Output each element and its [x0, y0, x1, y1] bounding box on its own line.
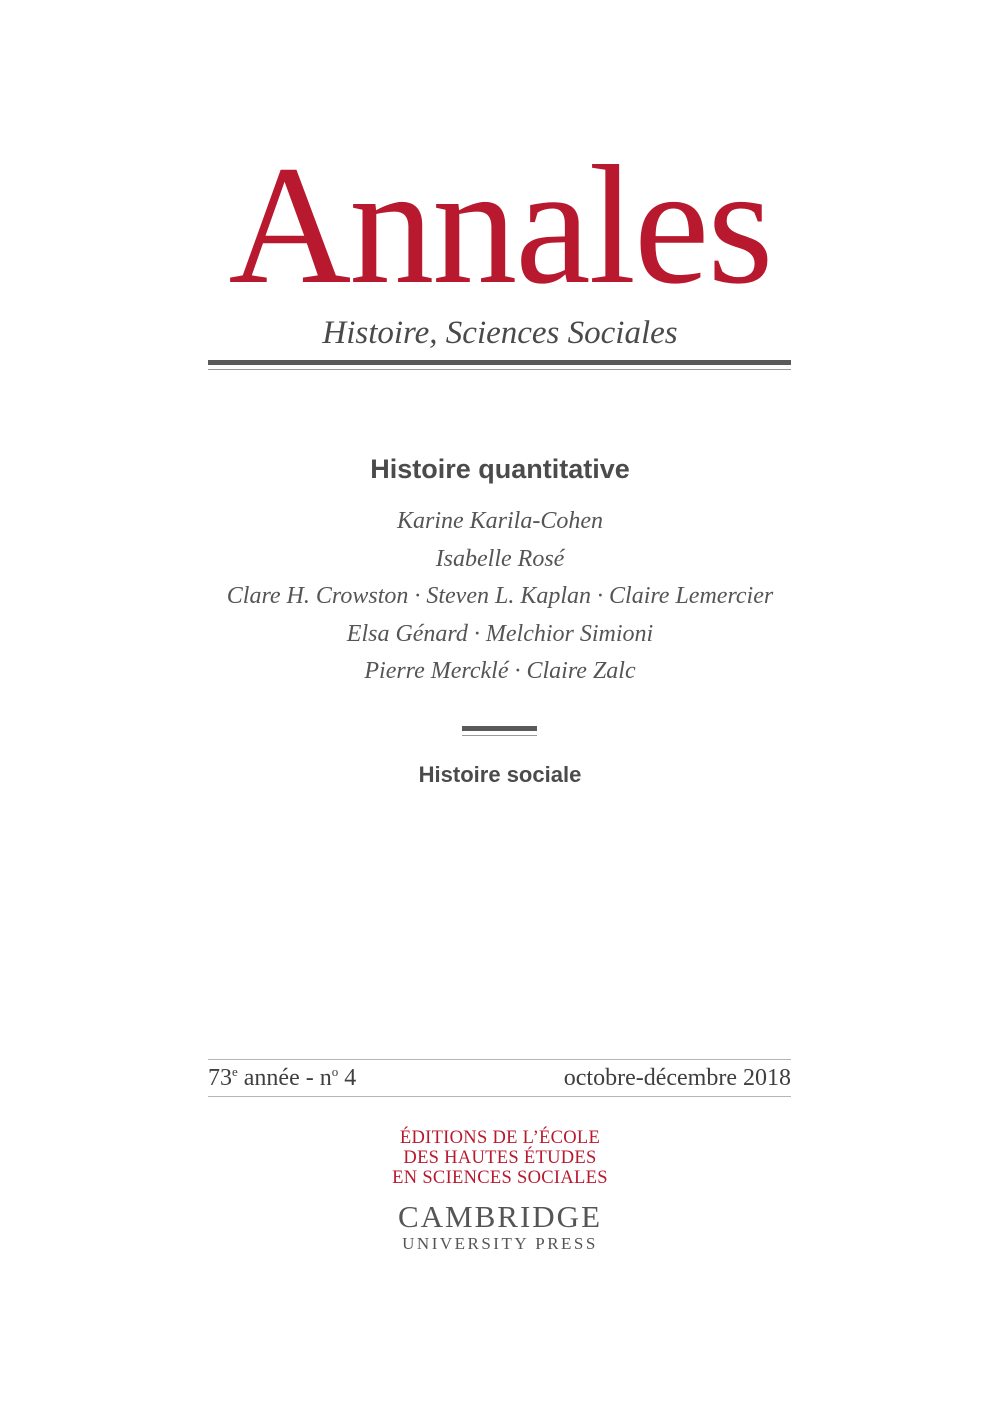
divider-rule-thick	[462, 726, 537, 731]
author-list	[0, 503, 1000, 691]
publisher-line: ÉDITIONS DE L’ÉCOLE	[399, 1128, 601, 1148]
cambridge-name: CAMBRIDGE	[397, 1199, 602, 1234]
issue-rule-bottom	[208, 1096, 791, 1097]
section-title: Histoire sociale	[418, 762, 582, 787]
issue-number: 4	[338, 1065, 357, 1091]
author-line: Pierre Mercklé · Claire Zalc	[364, 658, 636, 684]
divider-rule-thin	[462, 735, 537, 736]
issue-period: octobre-décembre 2018	[563, 1065, 791, 1091]
author-line: Elsa Génard · Melchior Simioni	[346, 620, 654, 647]
number-suffix: o	[331, 1064, 339, 1079]
author-line: Karine Karila-Cohen	[396, 508, 603, 534]
journal-title: Annales	[228, 131, 772, 319]
year-label: année - n	[237, 1065, 332, 1091]
dossier-title: Histoire quantitative	[370, 454, 630, 484]
header-rule-thick	[208, 360, 791, 365]
cambridge-press: UNIVERSITY PRESS	[402, 1234, 598, 1253]
author-line: Clare H. Crowston · Steven L. Kaplan · Claire Lemercier	[226, 583, 774, 609]
year-number: 73	[208, 1065, 232, 1091]
publisher-line: DES HAUTES ÉTUDES	[403, 1148, 597, 1168]
issue-rule-top	[208, 1059, 791, 1060]
header-rule-thin	[208, 369, 791, 370]
year-suffix: e	[232, 1064, 238, 1079]
publisher-logo	[0, 1128, 1000, 1188]
issue-volume	[208, 1063, 356, 1093]
author-line: Isabelle Rosé	[435, 545, 565, 572]
journal-subtitle: Histoire, Sciences Sociales	[322, 315, 678, 351]
publisher-line: EN SCIENCES SOCIALES	[392, 1168, 608, 1188]
cambridge-logo	[0, 1200, 1000, 1254]
